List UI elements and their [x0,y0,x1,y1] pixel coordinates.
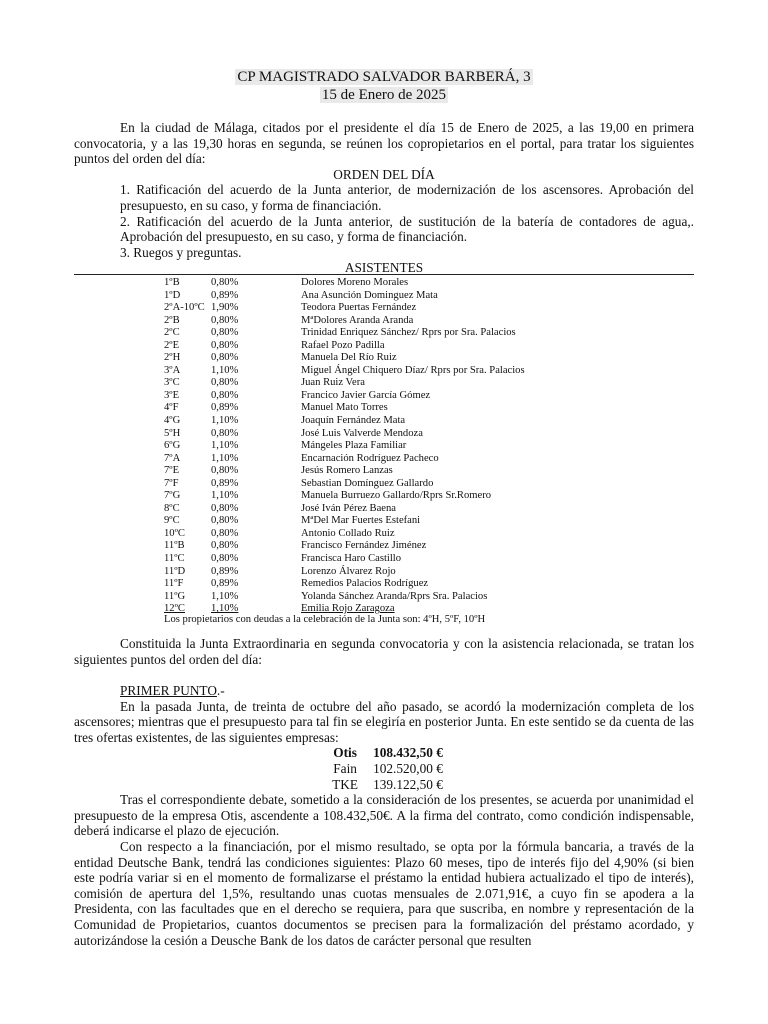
attendee-unit: 3ºC [164,377,180,389]
attendee-unit: 11ºC [164,553,185,565]
attendee-coefficient: 0,89% [211,565,239,577]
agenda-item-2: 2. Ratificación del acuerdo de la Junta anterior, de sustitución de la batería de contadores de agua,. Aprobación del presupuesto, en su caso, y forma de financiación. [120,213,694,245]
attendee-name: Emilia Rojo Zaragoza [301,603,395,615]
constitution-section [74,636,694,667]
attendee-name: Remedios Palacios Rodríguez [301,578,429,590]
attendee-unit: 8ºC [164,502,180,514]
attendee-unit: 4ºF [164,402,179,414]
attendee-unit: 11ºD [164,565,186,577]
attendee-row [164,327,525,340]
offer-company: Fain [333,760,357,776]
attendee-name: Yolanda Sánchez Aranda/Rprs Sra. Palacios [301,590,488,602]
attendee-row [164,578,525,591]
attendee-row [164,553,525,566]
attendee-name: José Iván Pérez Baena [301,502,397,514]
attendee-coefficient: 1,10% [211,364,239,376]
attendee-row [164,490,525,503]
attendee-name: Jesús Romero Lanzas [301,465,393,477]
attendee-coefficient: 1,10% [211,590,239,602]
attendee-row [164,340,525,353]
attendee-row [164,302,525,315]
attendee-unit: 11ºB [164,540,185,552]
attendee-row [164,465,525,478]
offer-row [321,777,447,793]
attendee-name: Ana Asunción Dominguez Mata [301,289,438,301]
attendee-unit: 6ºG [164,440,181,452]
attendee-row [164,478,525,491]
attendee-coefficient: 0,89% [211,578,239,590]
attendee-coefficient: 0,89% [211,289,239,301]
first-point-heading-suffix: .- [216,683,225,698]
attendee-coefficient: 0,89% [211,402,239,414]
attendee-coefficient: 0,80% [211,540,239,552]
attendee-name: Rafael Pozo Padilla [301,339,385,351]
attendee-row [164,415,525,428]
document-header [0,68,768,104]
attendee-unit: 11ºF [164,578,184,590]
attendee-coefficient: 1,10% [211,490,239,502]
offer-row [321,745,447,761]
attendee-name: Francisco Fernández Jiménez [301,540,427,552]
agenda-heading: ORDEN DEL DÍA [333,166,435,182]
intro-section [74,120,694,276]
attendee-coefficient: 1,10% [211,603,239,615]
attendee-coefficient: 0,80% [211,314,239,326]
attendee-unit: 9ºC [164,515,180,527]
agenda-item-3: 3. Ruegos y preguntas. [120,244,242,260]
attendees-table [164,277,525,616]
attendee-name: Trinidad Enriquez Sánchez/ Rprs por Sra. Palacios [301,327,516,339]
attendee-unit: 1ºD [164,289,181,301]
offer-company: TKE [332,776,359,792]
attendee-row [164,453,525,466]
attendee-unit: 7ºG [164,490,181,502]
attendee-coefficient: 0,80% [211,502,239,514]
attendee-coefficient: 0,80% [211,352,239,364]
attendee-coefficient: 0,80% [211,553,239,565]
attendees-divider [74,274,694,275]
attendee-name: Encarnación Rodríguez Pacheco [301,452,439,464]
attendee-name: Sebastian Domínguez Gallardo [301,477,434,489]
attendee-name: Dolores Moreno Morales [301,277,409,288]
attendee-name: José Luis Valverde Mendoza [301,427,423,439]
offer-amount: 108.432,50 € [373,745,443,761]
attendee-row [164,290,525,303]
attendee-coefficient: 1,10% [211,415,239,427]
attendee-name: Francisca Haro Castillo [301,553,402,565]
attendee-name: MªDel Mar Fuertes Estefani [301,515,421,527]
attendee-unit: 10ºC [164,527,185,539]
attendee-name: MªDolores Aranda Aranda [301,314,414,326]
attendee-unit: 11ºG [164,590,186,602]
first-point-section [74,683,694,948]
attendee-unit: 3ºE [164,389,180,401]
attendee-coefficient: 1,10% [211,452,239,464]
attendee-coefficient: 0,80% [211,465,239,477]
attendee-row [164,515,525,528]
attendee-row [164,277,525,290]
offer-row [321,761,447,777]
attendee-coefficient: 1,10% [211,440,239,452]
attendee-unit: 2ºC [164,327,180,339]
attendee-name: Antonio Collado Ruiz [301,527,395,539]
attendee-unit: 7ºA [164,452,181,464]
first-point-paragraph-2: Tras el correspondiente debate, sometido a la consideración de los presentes, se acuerda por unanimidad el presupuesto de la empresa Otis, ascendente a 108.432,50€. A la firma del contrato, como condición indispensable, deberá indicarse el plazo de ejecución. [74,792,694,839]
attendee-unit: 7ºF [164,477,179,489]
offer-amount: 139.122,50 € [373,776,443,792]
attendee-unit: 7ºE [164,465,180,477]
attendee-coefficient: 0,80% [211,389,239,401]
attendee-row [164,377,525,390]
attendee-row [164,390,525,403]
attendee-coefficient: 0,80% [211,515,239,527]
attendee-unit: 2ºA-10ºC [164,302,205,314]
attendee-coefficient: 0,80% [211,277,239,288]
attendee-name: Manuela Burruezo Gallardo/Rprs Sr.Romero [301,490,492,502]
attendee-row [164,352,525,365]
offer-company: Otis [333,745,357,761]
attendee-name: Juan Ruiz Vera [301,377,365,389]
attendee-coefficient: 0,89% [211,477,239,489]
attendee-name: Joaquín Fernández Mata [301,415,406,427]
meeting-date: 15 de Enero de 2025 [321,87,447,103]
attendee-coefficient: 0,80% [211,327,239,339]
offers-table [321,745,447,792]
agenda-item-1: 1. Ratificación del acuerdo de la Junta anterior, de modernización de los ascensores. Aprobación del presupuesto, en su caso, y forma de financiación. [120,182,694,213]
attendee-name: Manuela Del Río Ruiz [301,352,397,364]
attendee-unit: 2ºH [164,352,181,364]
attendee-name: Teodora Puertas Fernández [301,302,417,314]
attendee-row [164,402,525,415]
attendee-row [164,365,525,378]
attendee-row [164,591,525,604]
intro-paragraph: En la ciudad de Málaga, citados por el presidente el día 15 de Enero de 2025, a las 19,00 en primera convocatoria, y a las 19,30 horas en segunda, se reúnen los copropietarios en el portal, para tratar los siguientes puntos del orden del día: [74,120,694,167]
attendee-coefficient: 1,90% [211,302,239,314]
attendees-heading: ASISTENTES [344,260,424,276]
debt-note: Los propietarios con deudas a la celebración de la Junta son: 4ºH, 5ºF, 10ºH [164,614,486,625]
attendee-row [164,315,525,328]
attendee-coefficient: 0,80% [211,427,239,439]
attendee-unit: 4ºG [164,415,181,427]
first-point-paragraph-3: Con respecto a la financiación, por el mismo resultado, se opta por la fórmula bancaria, a través de la entidad Deutsche Bank, tendrá las condiciones siguientes: Plazo 60 meses, tipo de interés fijo del 4,90% (si bien este podría variar si en el momento de formalizarse el préstamo la entidad hubiera actualizado el tipo de interés), comisión de apertura del 1,5%, resultando unas cuotas mensuales de 2.071,91€, a cuyo fin se apodera a la Presidenta, con las facultades que en el derecho se requiera, para que suscriba, en nombre y representación de la Comunidad de Propietarios, cuantos documentos se precisen para la formalización del préstamo acordado, y autorizándose la cesión a Deusche Bank de los datos de carácter personal que resulten [74,838,694,948]
attendee-name: Miguel Ángel Chiquero Díaz/ Rprs por Sra. Palacios [301,364,525,376]
attendee-row [164,503,525,516]
attendee-unit: 1ºB [164,277,180,288]
attendee-name: Lorenzo Álvarez Rojo [301,565,396,577]
attendee-unit: 12ºC [164,603,185,615]
attendee-unit: 2ºB [164,314,180,326]
attendee-row [164,566,525,579]
first-point-paragraph-1: En la pasada Junta, de treinta de octubre del año pasado, se acordó la modernización completa de los ascensores; mientras que el presupuesto para tal fin se elegiría en posterior Junta. En este sentido se da cuenta de las tres ofertas existentes, de las siguientes empresas: [74,698,694,745]
attendee-row [164,528,525,541]
attendee-unit: 5ºH [164,427,181,439]
first-point-heading-text: PRIMER PUNTO [120,683,217,698]
attendee-unit: 3ºA [164,364,181,376]
attendee-row [164,440,525,453]
community-title: CP MAGISTRADO SALVADOR BARBERÁ, 3 [237,69,531,85]
attendee-row [164,428,525,441]
attendee-unit: 2ºE [164,339,180,351]
attendee-name: Mángeles Plaza Familiar [301,440,407,452]
constitution-paragraph: Constituida la Junta Extraordinaria en segunda convocatoria y con la asistencia relacionada, se tratan los siguientes puntos del orden del día: [74,636,694,667]
attendee-coefficient: 0,80% [211,339,239,351]
offer-amount: 102.520,00 € [373,760,443,776]
attendee-name: Francico Javier García Gómez [301,389,431,401]
first-point-heading [74,683,694,699]
attendee-name: Manuel Mato Torres [301,402,388,414]
attendee-row [164,540,525,553]
attendee-coefficient: 0,80% [211,377,239,389]
attendee-coefficient: 0,80% [211,527,239,539]
